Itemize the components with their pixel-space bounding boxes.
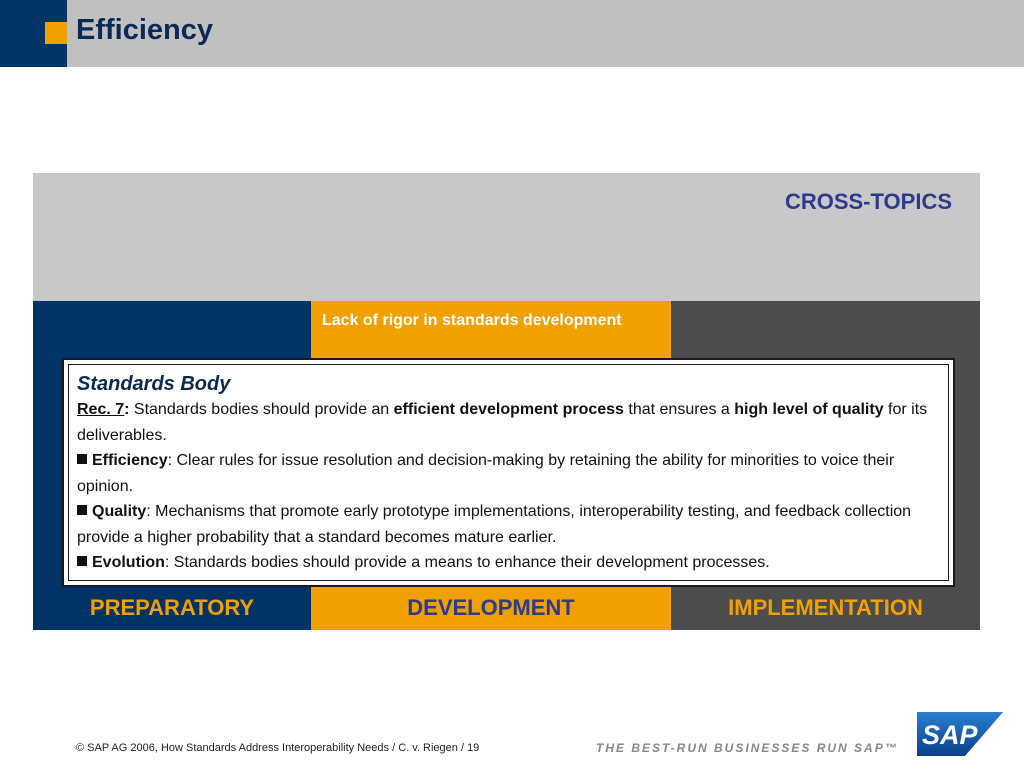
bullet-text: : Mechanisms that promote early prototype implementations, interoperability testing, and feedback collection provide a higher probability that a standard becomes mature earlier. — [77, 503, 912, 546]
recommendation-id: Rec. 7 — [77, 401, 125, 418]
recommendation-text-2: that ensures a — [623, 401, 735, 418]
cross-topics-band — [33, 173, 980, 301]
footer-slogan: THE BEST-RUN BUSINESSES RUN SAP™ — [596, 741, 899, 755]
bullet-efficiency — [77, 448, 945, 499]
cross-topics-label: CROSS-TOPICS — [784, 189, 952, 214]
recommendation-text — [77, 397, 945, 448]
recommendation-box — [62, 358, 955, 587]
phase-development-label: DEVELOPMENT — [407, 595, 575, 620]
square-bullet-icon — [77, 556, 87, 566]
recommendation-bold-2: high level of quality — [734, 401, 884, 418]
phase-implementation-label: IMPLEMENTATION — [728, 595, 923, 620]
development-note: Lack of rigor in standards development — [322, 312, 622, 329]
recommendation-content — [77, 371, 945, 576]
title-bullet-square-icon — [45, 22, 67, 44]
bullet-quality — [77, 499, 945, 550]
box-title: Standards Body — [77, 373, 231, 395]
recommendation-text-1: Standards bodies should provide an — [129, 401, 394, 418]
bullet-term: Quality — [92, 503, 147, 520]
bullet-text: : Clear rules for issue resolution and decision-making by retaining the ability for minorities to voice their opinion. — [77, 452, 895, 495]
recommendation-bold-1: efficient development process — [393, 401, 624, 418]
bullet-text: : Standards bodies should provide a means to enhance their development processes. — [164, 554, 770, 571]
phase-preparatory-label: PREPARATORY — [89, 595, 255, 620]
bullet-term: Evolution — [92, 554, 165, 571]
sap-logo-icon — [917, 712, 1003, 756]
footer-copyright: © SAP AG 2006, How Standards Address Interoperability Needs / C. v. Riegen / 19 — [76, 742, 480, 754]
square-bullet-icon — [77, 454, 87, 464]
recommendation-colon: : — [124, 401, 130, 418]
sap-logo-text: SAP — [922, 720, 978, 750]
bullet-evolution — [77, 550, 945, 576]
square-bullet-icon — [77, 505, 87, 515]
recommendation-text-3: for its deliverables. — [77, 401, 928, 444]
page-title: Efficiency — [76, 14, 213, 46]
bullet-term: Efficiency — [92, 452, 168, 469]
title-bar — [0, 0, 1024, 67]
